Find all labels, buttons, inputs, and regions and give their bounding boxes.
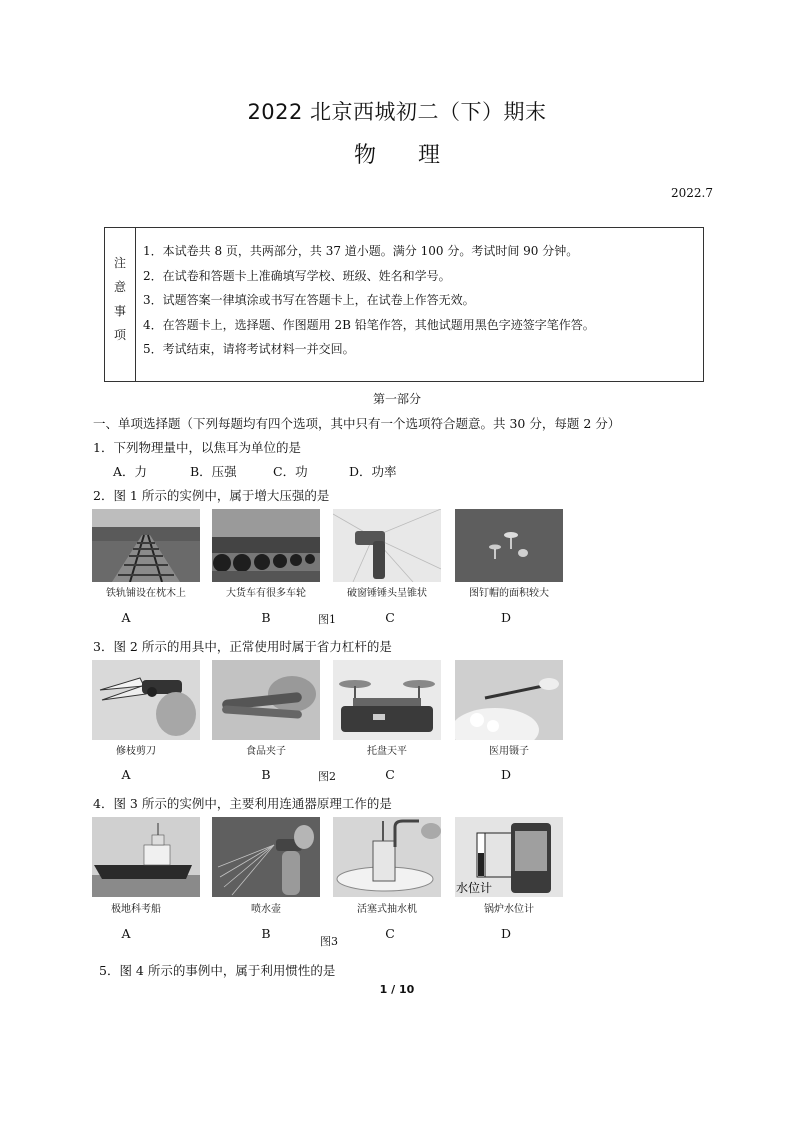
q2-caption-a: 铁轨铺设在枕木上 [106,588,186,599]
q3-caption-b: 食品夹子 [246,746,286,757]
notice-item: 1．本试卷共 8 页，共两部分，共 37 道小题。满分 100 分。考试时间 90 分钟。 [143,244,579,258]
q2-caption-b: 大货车有很多车轮 [226,588,306,599]
window-hammer-photo [333,509,441,582]
q3-letter-a: A [121,767,131,782]
notice-label-char: 注 [113,256,126,270]
spray-bottle-photo [212,817,320,897]
subject-char: 理 [418,143,441,168]
notice-label-char: 意 [113,280,126,294]
q2-letter-d: D [500,610,512,625]
q1-option-b: B．压强 [190,464,237,479]
piston-pump-photo [333,817,441,897]
page-number: 1 / 10 [379,983,415,996]
notice-item: 5．考试结束，请将考试材料一并交回。 [143,342,355,356]
q4-caption-c: 活塞式抽水机 [357,904,417,915]
notice-label-char: 项 [113,328,126,342]
q2-letter-a: A [121,610,131,625]
q2-caption-d: 图钉帽的面积较大 [469,588,549,599]
notice-item: 3．试题答案一律填涂或书写在答题卡上，在试卷上作答无效。 [143,293,475,307]
q2-stem: 2．图 1 所示的实例中，属于增大压强的是 [93,488,330,503]
boiler-water-gauge-photo [455,817,563,897]
q3-caption-c: 托盘天平 [367,746,407,757]
figure-1-label: 图1 [318,613,336,626]
notice-item: 2．在试卷和答题卡上准确填写学校、班级、姓名和学号。 [143,268,451,283]
figure-2-label: 图2 [318,770,336,783]
q4-letter-a: A [121,926,131,941]
q1-option-c: C．功 [273,464,308,479]
q3-caption-d: 医用镊子 [489,746,529,757]
q3-letter-c: C [385,767,395,782]
exam-date: 2022.7 [671,186,713,200]
pruning-shears-photo [92,660,200,740]
figure-3-label: 图3 [320,935,338,948]
notice-box [104,227,704,382]
section-heading: 一、单项选择题（下列每题均有四个选项，其中只有一个选项符合题意。共 30 分，每题 2 分） [93,416,621,431]
q2-caption-c: 破窗锤锤头呈锥状 [347,588,427,599]
food-tongs-photo [212,660,320,740]
q1-option-d: D．功率 [349,464,397,479]
notice-label [105,228,136,381]
truck-wheels-photo [212,509,320,582]
thumbtack-photo [455,509,563,582]
q4-caption-b: 喷水壶 [251,904,281,915]
q3-letter-b: B [261,767,271,782]
q4-letter-c: C [385,926,395,941]
notice-label-char: 事 [113,304,126,318]
notice-list [143,244,595,367]
q3-stem: 3．图 2 所示的用具中，正常使用时属于省力杠杆的是 [93,639,392,654]
q1-stem: 1．下列物理量中，以焦耳为单位的是 [93,440,301,455]
notice-item: 4．在答题卡上，选择题、作图题用 2B 铅笔作答，其他试题用黑色字迹签字笔作答。 [143,317,595,332]
q4-letter-b: B [261,926,271,941]
q1-option-a: A．力 [113,464,148,479]
q4-caption-a: 极地科考船 [111,904,161,915]
q3-caption-a: 修枝剪刀 [116,746,156,757]
subject-char: 物 [353,143,376,168]
q2-letter-b: B [261,610,271,625]
q2-letter-c: C [385,610,395,625]
balance-scale-photo [333,660,441,740]
q4-letter-d: D [500,926,512,941]
q4-stem: 4．图 3 所示的实例中，主要利用连通器原理工作的是 [93,796,392,811]
part-title: 第一部分 [372,392,421,406]
q5-stem: 5．图 4 所示的事例中，属于利用惯性的是 [99,963,336,978]
water-gauge-inset-label: 水位计 [456,881,493,895]
subject-title [0,138,794,169]
medical-tweezers-photo [455,660,563,740]
q4-caption-d: 锅炉水位计 [484,904,534,915]
polar-research-ship-photo [92,817,200,897]
exam-title: 2022 北京西城初二（下）期末 [247,100,547,124]
q3-letter-d: D [500,767,512,782]
rail-tracks-photo [92,509,200,582]
